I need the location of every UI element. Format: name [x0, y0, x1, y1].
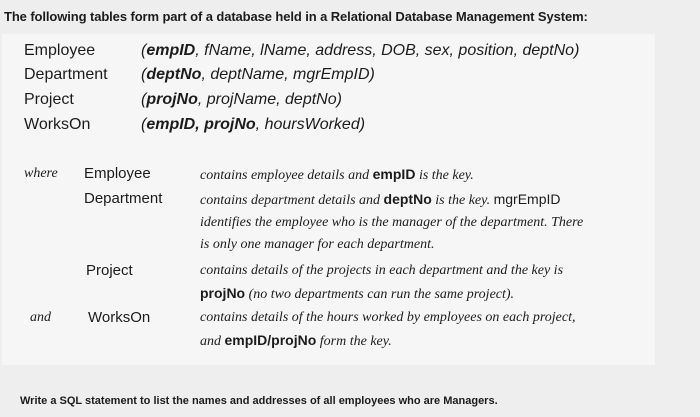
and-label: and [30, 310, 51, 325]
schema-table-name: Department [24, 66, 108, 83]
where-label: where [24, 166, 58, 181]
schema-table-name: Project [24, 91, 74, 108]
desc-table-employee: Employee [84, 165, 151, 182]
intro-heading: The following tables form part of a database held in a Relational Database Management System: [4, 9, 588, 24]
schema-attributes: (deptNo, deptName, mgrEmpID) [141, 66, 375, 83]
schema-table-name: WorksOn [24, 116, 91, 133]
question-text: Write a SQL statement to list the names and addresses of all employees who are Managers. [20, 395, 498, 407]
desc-workson: contains details of the hours worked by employees on each project, and empID/projNo form the key. [200, 310, 576, 349]
primary-key: projNo [146, 91, 198, 108]
desc-table-project: Project [86, 262, 133, 279]
desc-table-workson: WorksOn [88, 309, 151, 326]
desc-project: contains details of the projects in each department and the key is projNo (no two departments can run the same project). [200, 263, 564, 302]
schema-table-name: Employee [24, 42, 96, 59]
primary-key: empID, projNo [146, 116, 256, 133]
primary-key: deptNo [146, 66, 202, 83]
schema-attributes: (empID, projNo, hoursWorked) [141, 116, 366, 133]
desc-employee: contains employee details and empID is the key. [200, 166, 474, 183]
desc-table-department: Department [84, 190, 163, 207]
primary-key: empID [146, 42, 196, 59]
schema-attributes: (empID, fName, lName, address, DOB, sex, position, deptNo) [141, 42, 580, 59]
content-panel [2, 34, 655, 365]
schema-attributes: (projNo, projName, deptNo) [141, 91, 342, 108]
desc-department: contains department details and deptNo is the key. mgrEmpID identifies the employee who is the manager of the department. There is only one manager for each department. [200, 191, 584, 252]
